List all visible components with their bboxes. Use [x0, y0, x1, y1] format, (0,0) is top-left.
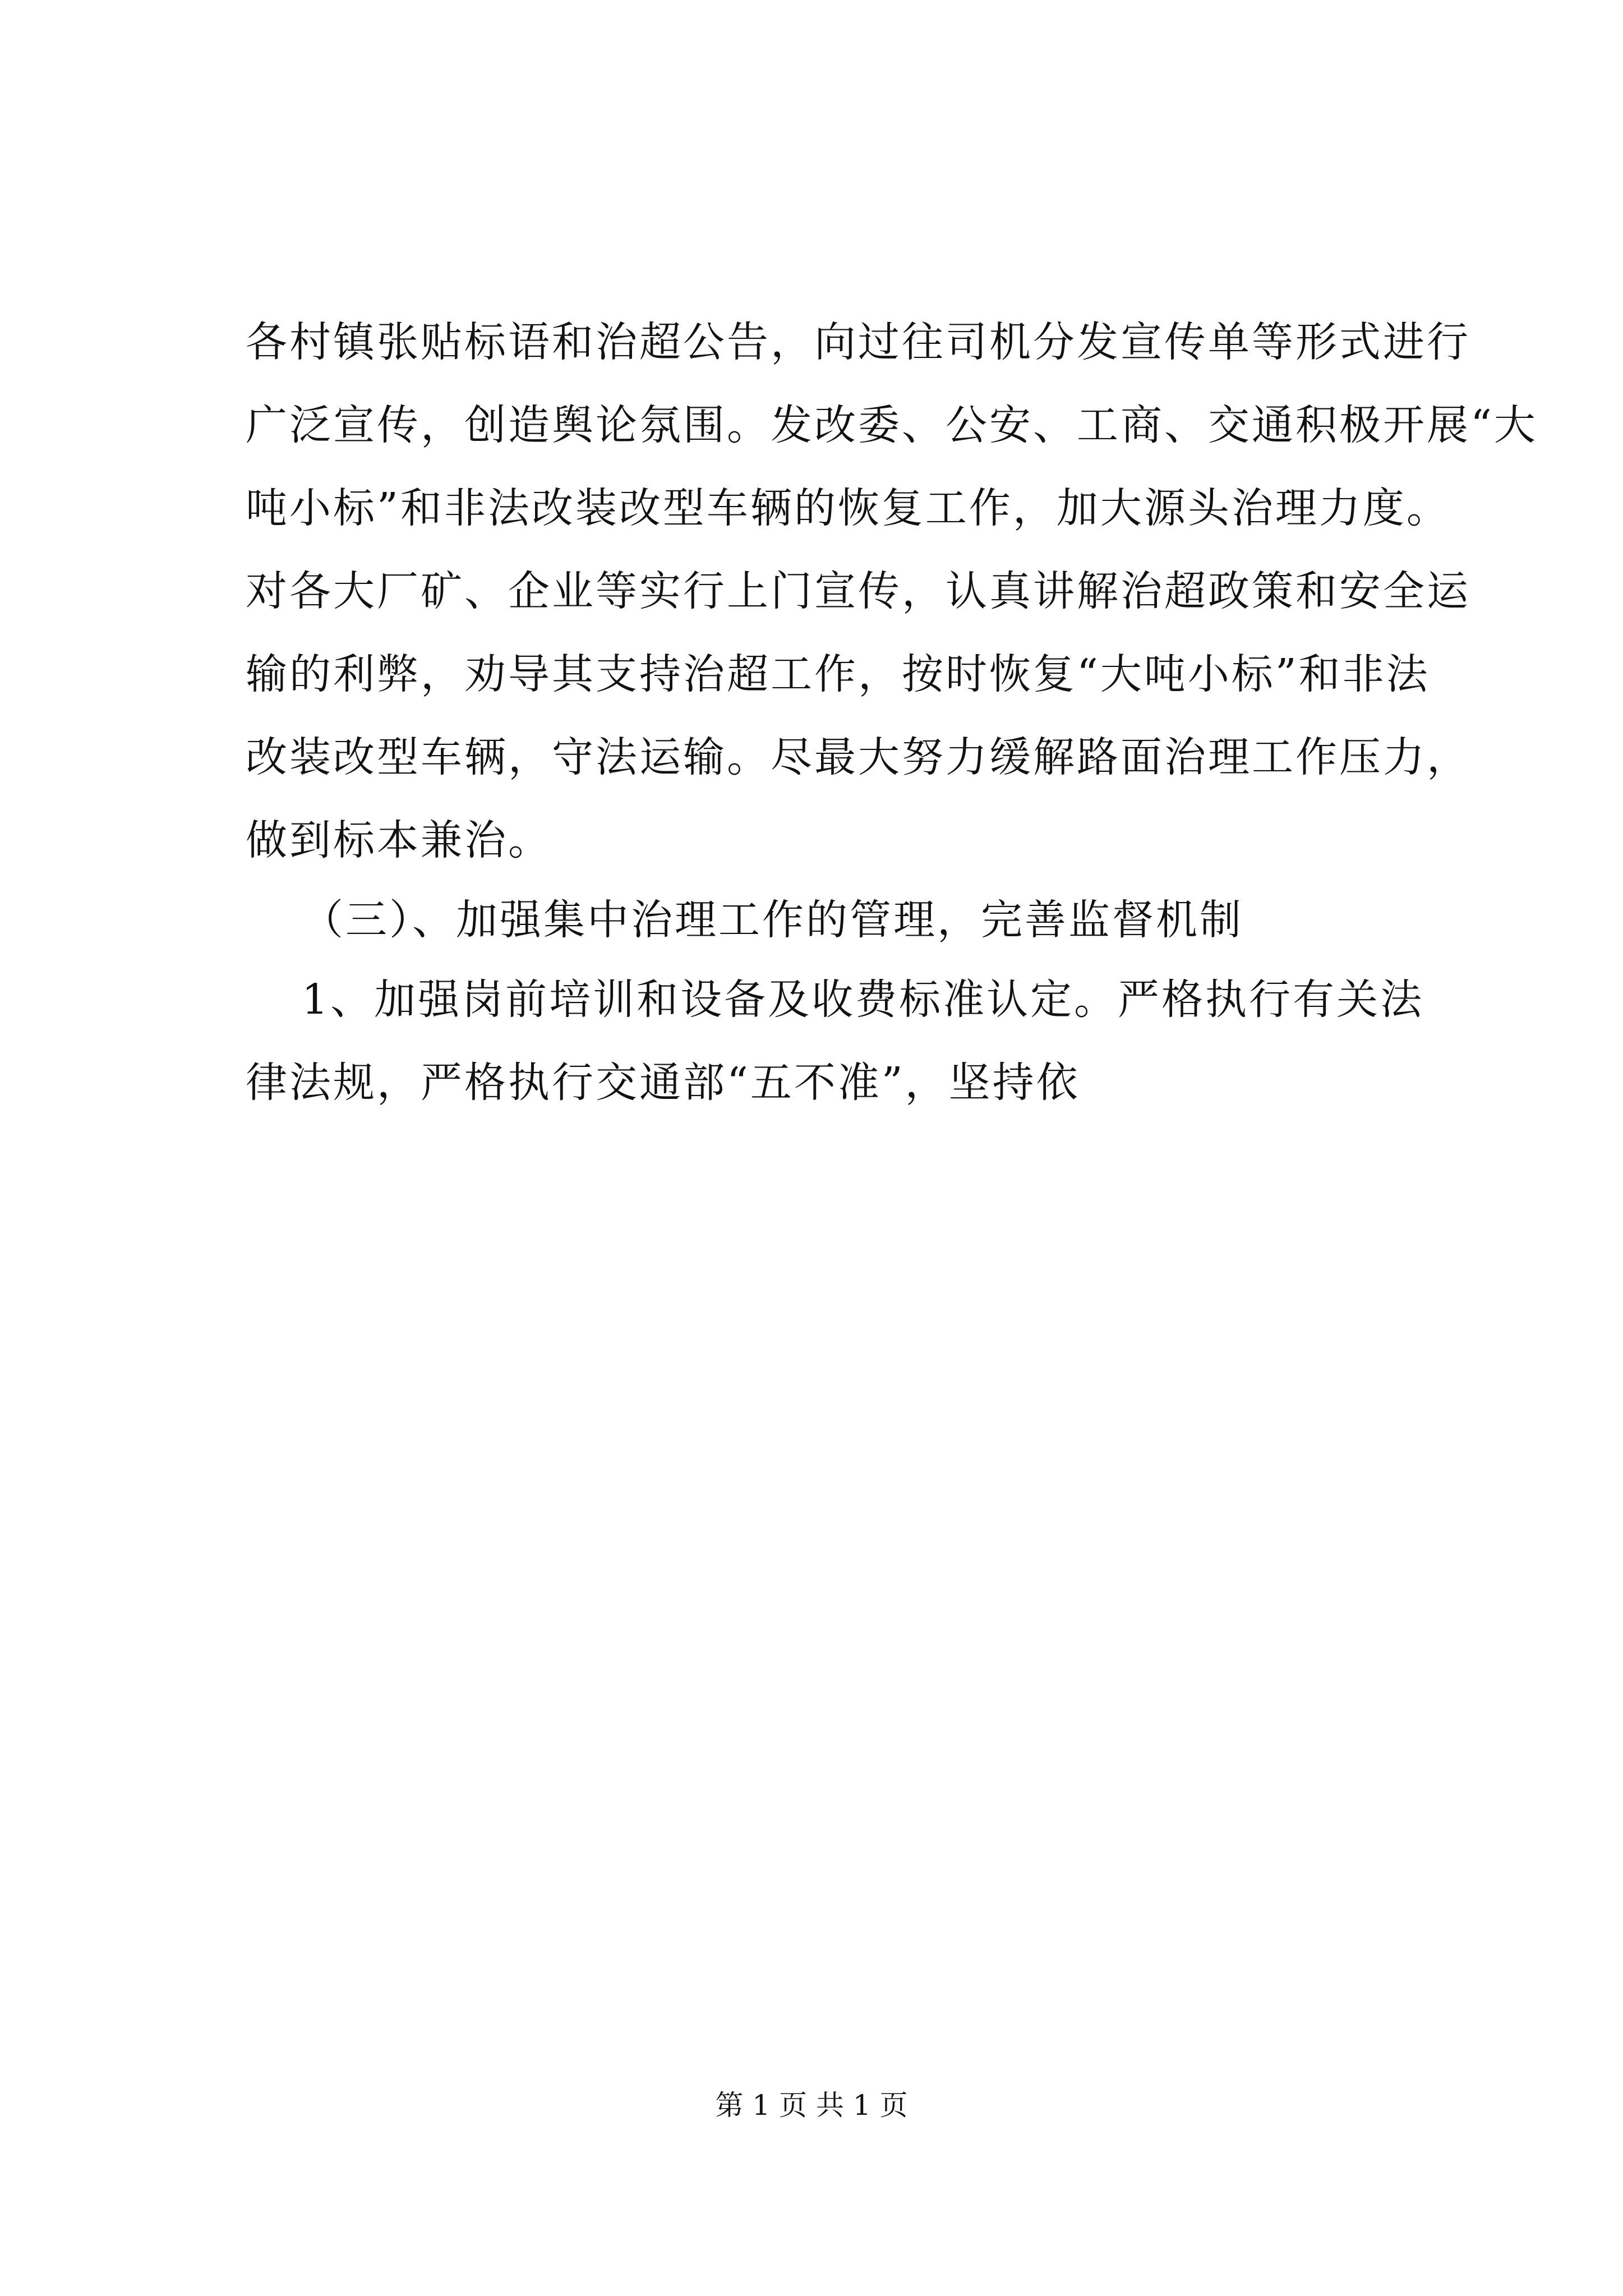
paragraph-line: 律法规，严格执行交通部“五不准”，坚持依	[246, 1059, 1080, 1107]
paragraph-line: 各村镇张贴标语和治超公告，向过往司机分发宣传单等形式进行	[246, 318, 1470, 366]
paragraph-line: 吨小标”和非法改装改型车辆的恢复工作，加大源头治理力度。	[246, 484, 1450, 532]
paragraph-line: 1、加强岗前培训和设备及收费标准认定。严格执行有关法	[302, 976, 1424, 1024]
paragraph-line: 改装改型车辆，守法运输。尽最大努力缓解路面治理工作压力，	[246, 733, 1470, 781]
page-number-footer: 第 1 页 共 1 页	[715, 2089, 908, 2122]
paragraph-line: 输的利弊，劝导其支持治超工作，按时恢复“大吨小标”和非法	[246, 650, 1430, 698]
paragraph-line: 做到标本兼治。	[246, 816, 552, 864]
paragraph-line: 对各大厂矿、企业等实行上门宣传，认真讲解治超政策和安全运	[246, 567, 1470, 615]
paragraph-line: 广泛宣传，创造舆论氛围。发改委、公安、工商、交通积极开展“大	[246, 401, 1538, 449]
section-heading: （三）、加强集中治理工作的管理，完善监督机制	[302, 896, 1243, 944]
